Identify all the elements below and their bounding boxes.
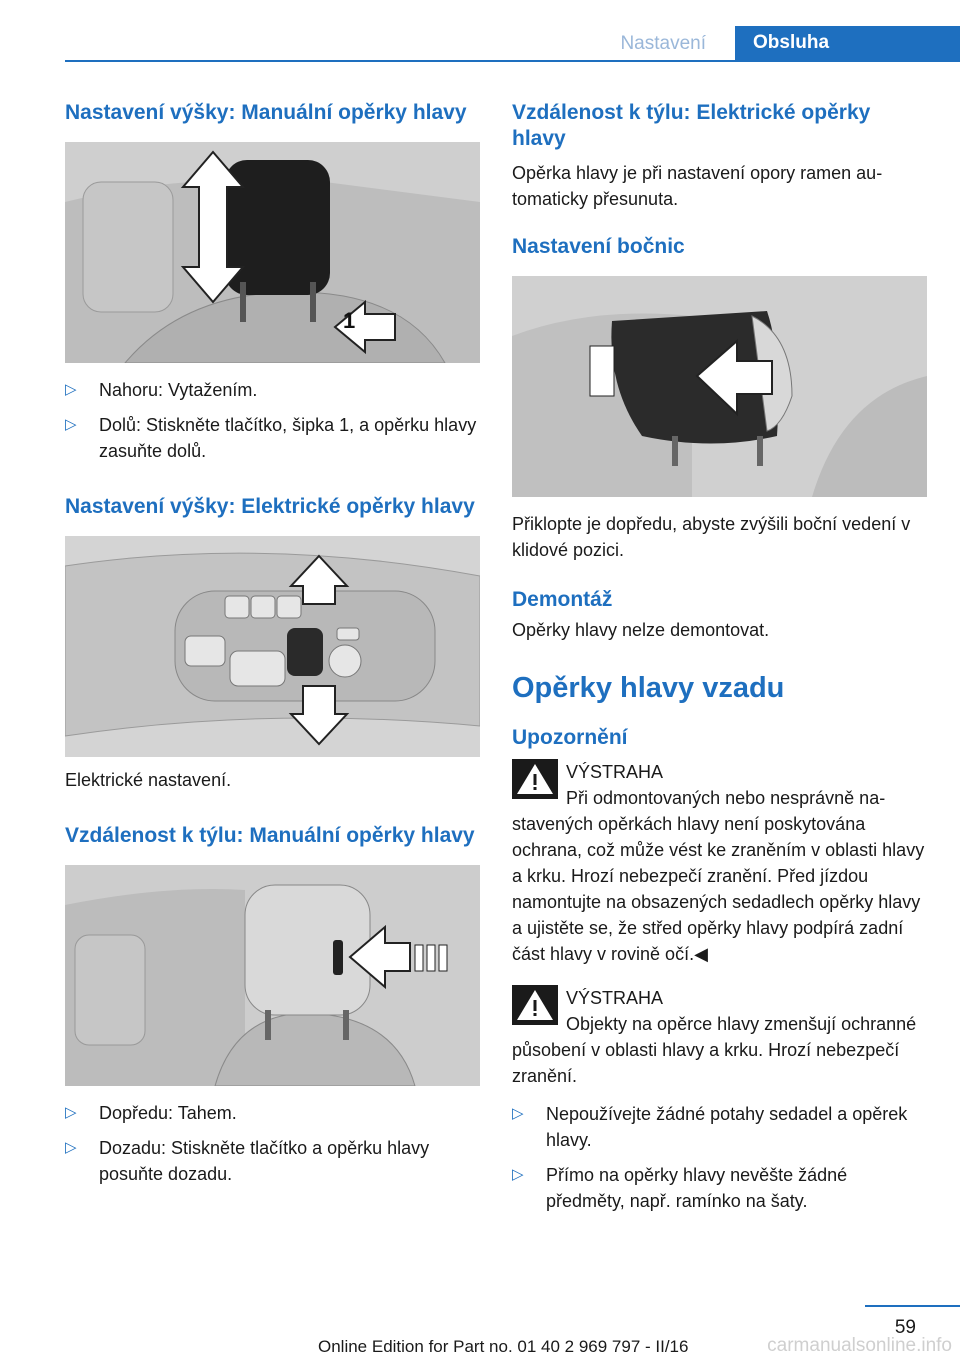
warning-block-2 bbox=[512, 985, 927, 1089]
triangle-bullet-icon: ▷ bbox=[512, 1166, 524, 1183]
heading-notes: Upozornění bbox=[512, 726, 628, 749]
heading-removal: Demontáž bbox=[512, 588, 613, 611]
header-rule bbox=[65, 60, 960, 62]
list-item: ▷ Dozadu: Stiskněte tlačítko a opěrku hlavy posuňte dozadu. bbox=[65, 1135, 480, 1187]
list-item: ▷ Dolů: Stiskněte tlačítko, šipka 1, a opěrku hlavy zasuňte dolů. bbox=[65, 412, 480, 464]
heading-rear-headrests: Opěrky hlavy vzadu bbox=[512, 672, 785, 704]
triangle-bullet-icon: ▷ bbox=[65, 1139, 77, 1156]
caption-electric: Elektrické nastavení. bbox=[65, 770, 232, 790]
list-distance-manual bbox=[65, 1100, 480, 1187]
heading-side-supports: Nastavení bočnic bbox=[512, 235, 685, 258]
list-item: ▷ Nepoužívejte žádné potahy sedadel a opěrek hlavy. bbox=[512, 1101, 927, 1153]
warning-text: Při odmontovaných nebo nesprávně nastavených opěrkách hlavy není poskytována ochrana, což může vést ke zraněním v oblasti hlavy a krku. Hrozí nebezpečí zranění. Před jízdou namontujte na obsazených sedadlech opěrky hlavy a ujistěte se, že střed opěrky hlavy podpírá zadní část hlavy v rovině očí.◀ bbox=[512, 788, 925, 964]
list-item: ▷ Nahoru: Vytažením. bbox=[65, 377, 480, 403]
page-header bbox=[65, 26, 960, 62]
figure-side-wings bbox=[512, 276, 927, 497]
heading-distance-electric: Vzdálenost k týlu: Elektrické opěrky hlavy bbox=[512, 101, 871, 150]
heading-distance-manual: Vzdálenost k týlu: Manuální opěrky hlavy bbox=[65, 824, 475, 847]
warning-text: Objekty na opěrce hlavy zmenšují ochranné působení v oblasti hlavy a krku. Hrozí nebezpečí zranění. bbox=[512, 1014, 917, 1086]
triangle-bullet-icon: ▷ bbox=[512, 1105, 524, 1122]
chapter-tab[interactable]: Obsluha bbox=[735, 26, 960, 62]
left-column bbox=[65, 100, 480, 1187]
paragraph-distance-electric: Opěrka hlavy je při nastavení opory ramen automaticky přesunuta. bbox=[512, 163, 883, 209]
warning-triangle-icon bbox=[512, 985, 558, 1025]
right-column bbox=[512, 100, 927, 1214]
triangle-bullet-icon: ▷ bbox=[65, 1104, 77, 1121]
heading-height-electric: Nastavení výšky: Elektrické opěrky hlavy bbox=[65, 495, 475, 518]
list-item: ▷ Přímo na opěrky hlavy nevěšte žádné předměty, např. ramínko na šaty. bbox=[512, 1162, 927, 1214]
footer-rule bbox=[865, 1305, 960, 1307]
list-warnings bbox=[512, 1101, 927, 1214]
warning-block-1 bbox=[512, 759, 927, 967]
footer-edition: Online Edition for Part no. 01 40 2 969 797 - II/16 bbox=[318, 1337, 689, 1356]
triangle-bullet-icon: ▷ bbox=[65, 416, 77, 433]
triangle-bullet-icon: ▷ bbox=[65, 381, 77, 398]
figure-headrest-height-manual bbox=[65, 142, 480, 363]
warning-title: VÝSTRAHA bbox=[566, 762, 664, 782]
warning-title: VÝSTRAHA bbox=[566, 988, 664, 1008]
list-height-manual bbox=[65, 377, 480, 464]
heading-height-manual: Nastavení výšky: Manuální opěrky hlavy bbox=[65, 101, 467, 124]
list-item: ▷ Dopředu: Tahem. bbox=[65, 1100, 480, 1126]
section-tab[interactable]: Nastavení bbox=[620, 33, 706, 54]
page-number: 59 bbox=[894, 1317, 916, 1338]
figure-callout-1: 1 bbox=[343, 308, 356, 333]
figure-seat-controls bbox=[65, 536, 480, 757]
watermark: carmanualsonline.info bbox=[767, 1335, 952, 1356]
caption-side-wings: Přiklopte je dopředu, abyste zvýšili boční vedení v klidové pozici. bbox=[512, 514, 911, 560]
warning-triangle-icon bbox=[512, 759, 558, 799]
figure-headrest-distance-manual bbox=[65, 865, 480, 1086]
paragraph-removal: Opěrky hlavy nelze demontovat. bbox=[512, 620, 770, 640]
